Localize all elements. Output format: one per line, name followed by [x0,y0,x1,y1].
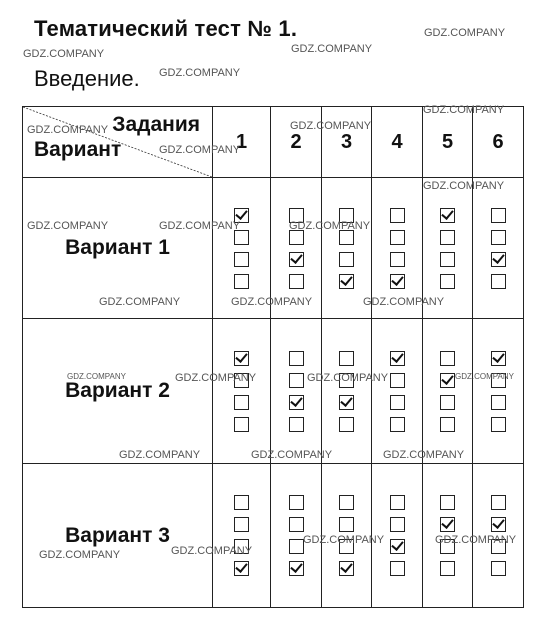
task-number-5: 5 [423,107,473,178]
watermark: GDZ.COMPANY [363,296,445,308]
empty-checkbox[interactable] [289,274,304,289]
watermark: GDZ.COMPANY [423,180,505,192]
answer-cell [372,319,423,464]
checked-checkbox[interactable] [440,208,455,223]
watermark: GDZ.COMPANY [39,549,121,561]
task-number-1: 1 [213,107,271,178]
empty-checkbox[interactable] [440,417,455,432]
empty-checkbox[interactable] [390,208,405,223]
watermark: GDZ.COMPANY [27,124,109,136]
checked-checkbox[interactable] [491,517,506,532]
checked-checkbox[interactable] [289,252,304,267]
empty-checkbox[interactable] [491,561,506,576]
empty-checkbox[interactable] [339,252,354,267]
checkbox-column [271,351,321,432]
answer-cell [213,319,271,464]
empty-checkbox[interactable] [390,495,405,510]
empty-checkbox[interactable] [234,495,249,510]
watermark: GDZ.COMPANY [159,67,241,79]
checkbox-column [473,351,523,432]
watermark: GDZ.COMPANY [231,296,313,308]
checkbox-column [473,208,523,289]
watermark: GDZ.COMPANY [455,372,514,381]
header-corner-cell [23,107,213,178]
empty-checkbox[interactable] [289,417,304,432]
watermark: GDZ.COMPANY [159,144,241,156]
empty-checkbox[interactable] [289,539,304,554]
watermark: GDZ.COMPANY [289,220,371,232]
checkbox-column [423,351,472,432]
task-number-4: 4 [372,107,423,178]
tasks-header-label: Задания [112,113,200,136]
empty-checkbox[interactable] [491,230,506,245]
answer-cell [473,319,524,464]
empty-checkbox[interactable] [289,517,304,532]
watermark: GDZ.COMPANY [159,220,241,232]
checkbox-column [322,351,371,432]
empty-checkbox[interactable] [390,252,405,267]
variant-row-2 [23,319,524,464]
checked-checkbox[interactable] [390,351,405,366]
checked-checkbox[interactable] [289,561,304,576]
checked-checkbox[interactable] [234,561,249,576]
watermark: GDZ.COMPANY [291,43,373,55]
answer-cell [473,178,524,319]
empty-checkbox[interactable] [440,495,455,510]
empty-checkbox[interactable] [491,417,506,432]
checkbox-column [213,495,270,576]
empty-checkbox[interactable] [440,252,455,267]
empty-checkbox[interactable] [491,208,506,223]
watermark: GDZ.COMPANY [383,449,465,461]
watermark: GDZ.COMPANY [307,372,389,384]
empty-checkbox[interactable] [390,230,405,245]
watermark: GDZ.COMPANY [175,372,257,384]
page-subtitle: Введение. [34,66,140,91]
empty-checkbox[interactable] [234,274,249,289]
watermark: GDZ.COMPANY [23,48,105,60]
answer-cell [271,319,322,464]
checked-checkbox[interactable] [491,351,506,366]
checkbox-column [372,351,422,432]
empty-checkbox[interactable] [339,351,354,366]
watermark: GDZ.COMPANY [423,104,505,116]
empty-checkbox[interactable] [390,395,405,410]
empty-checkbox[interactable] [491,495,506,510]
variant-label: Вариант 2 [23,319,213,464]
variant-label: Вариант 3 [23,464,213,608]
watermark: GDZ.COMPANY [27,220,109,232]
checkbox-column [372,208,422,289]
variant-label: Вариант 1 [23,178,213,319]
checked-checkbox[interactable] [234,351,249,366]
watermark: GDZ.COMPANY [99,296,181,308]
checked-checkbox[interactable] [491,252,506,267]
watermark: GDZ.COMPANY [424,27,506,39]
checked-checkbox[interactable] [339,274,354,289]
page-title: Тематический тест № 1. [34,16,298,41]
empty-checkbox[interactable] [339,517,354,532]
empty-checkbox[interactable] [289,495,304,510]
checkbox-column [423,208,472,289]
empty-checkbox[interactable] [339,417,354,432]
checked-checkbox[interactable] [390,539,405,554]
empty-checkbox[interactable] [440,230,455,245]
watermark: GDZ.COMPANY [67,372,126,381]
watermark: GDZ.COMPANY [119,449,201,461]
answer-cell [423,319,473,464]
empty-checkbox[interactable] [440,561,455,576]
empty-checkbox[interactable] [339,495,354,510]
answer-cell [322,319,372,464]
checkbox-column [213,351,270,432]
empty-checkbox[interactable] [390,561,405,576]
empty-checkbox[interactable] [289,351,304,366]
checked-checkbox[interactable] [440,373,455,388]
empty-checkbox[interactable] [390,417,405,432]
watermark: GDZ.COMPANY [171,545,253,557]
empty-checkbox[interactable] [491,274,506,289]
variant-header-label: Вариант [34,138,122,161]
watermark: GDZ.COMPANY [303,534,385,546]
checked-checkbox[interactable] [339,561,354,576]
empty-checkbox[interactable] [491,395,506,410]
empty-checkbox[interactable] [234,517,249,532]
checked-checkbox[interactable] [440,517,455,532]
task-number-3: 3 [322,107,372,178]
checked-checkbox[interactable] [390,274,405,289]
watermark: GDZ.COMPANY [435,534,517,546]
empty-checkbox[interactable] [289,373,304,388]
empty-checkbox[interactable] [440,395,455,410]
watermark: GDZ.COMPANY [290,120,372,132]
header-row [23,107,524,178]
empty-checkbox[interactable] [234,395,249,410]
empty-checkbox[interactable] [234,417,249,432]
empty-checkbox[interactable] [440,351,455,366]
answer-cell [213,464,271,608]
empty-checkbox[interactable] [390,373,405,388]
task-number-2: 2 [271,107,322,178]
checked-checkbox[interactable] [339,395,354,410]
empty-checkbox[interactable] [234,252,249,267]
task-number-6: 6 [473,107,524,178]
empty-checkbox[interactable] [440,274,455,289]
checked-checkbox[interactable] [289,395,304,410]
empty-checkbox[interactable] [390,517,405,532]
watermark: GDZ.COMPANY [251,449,333,461]
